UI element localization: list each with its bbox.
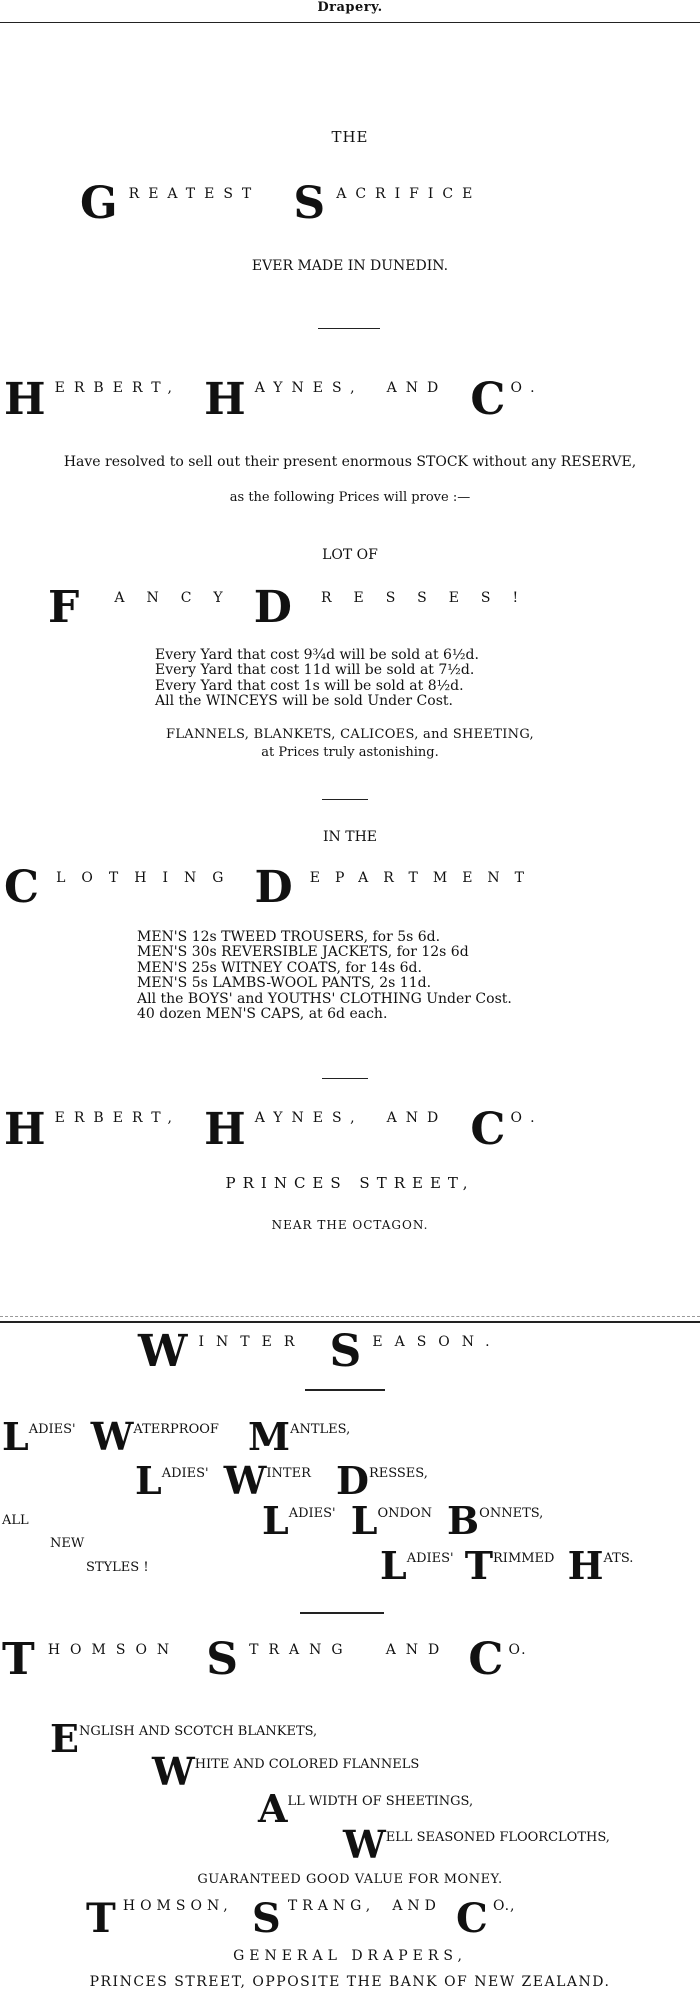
ad2-sheetings: $A^{LL WIDTH OF SHEETINGS,}$ bbox=[258, 1786, 474, 1831]
ad2-general-drapers: GENERAL DRAPERS, bbox=[233, 1948, 467, 1964]
list-item: MEN'S 5s LAMBS-WOOL PANTS, 2s 11d. bbox=[137, 975, 432, 992]
ad2-guarantee: GUARANTEED GOOD VALUE FOR MONEY. bbox=[197, 1872, 503, 1887]
ad2-new: NEW bbox=[50, 1536, 85, 1551]
ad1-subheadline: EVER MADE IN DUNEDIN. bbox=[251, 258, 449, 274]
list-item: MEN'S 12s TWEED TROUSERS, for 5s 6d. bbox=[137, 929, 441, 945]
ad1-firm-name: H ERBERT, H AYNES, AND C O. bbox=[4, 374, 544, 425]
ad1-flannels-line1: FLANNELS, BLANKETS, CALICOES, and SHEETING, bbox=[166, 727, 534, 742]
ad2-line-waterproof-mantles: $L^{ADIES'}$ $W^{ATERPROOF}$ $M^{ANTLES,}$ bbox=[2, 1414, 351, 1459]
ad2-white-flannels: $W^{HITE AND COLORED FLANNELS}$ bbox=[152, 1749, 420, 1794]
header-rule bbox=[0, 22, 700, 23]
ad2-firm-name-footer: T HOMSON, S TRANG, AND C O., bbox=[86, 1895, 516, 1942]
ad2-title: W INTER S EASON. bbox=[138, 1326, 502, 1377]
ad1-street: PRINCES STREET, bbox=[225, 1174, 475, 1192]
ad1-headline: G REATEST S ACRIFICE bbox=[80, 178, 482, 229]
ad1-firm-name-footer: H ERBERT, H AYNES, AND C O. bbox=[4, 1104, 544, 1155]
list-item: MEN'S 30s REVERSIBLE JACKETS, for 12s 6d bbox=[137, 944, 469, 961]
list-item: All the BOYS' and YOUTHS' CLOTHING Under Cost. bbox=[137, 990, 512, 1007]
ad1-flannels-line2: at Prices truly astonishing. bbox=[261, 745, 439, 760]
ad2-floorcloths: $W^{ELL SEASONED FLOORCLOTHS,}$ bbox=[343, 1822, 610, 1867]
list-item: Every Yard that cost 11d will be sold at 7½d. bbox=[155, 662, 475, 679]
section-header: Drapery. bbox=[317, 0, 383, 15]
ad2-line-london-bonnets: $L^{ADIES'}$ $L^{ONDON}$ $B^{ONNETS,}$ bbox=[262, 1498, 544, 1543]
divider bbox=[318, 328, 380, 329]
divider bbox=[322, 799, 368, 800]
ad1-near: NEAR THE OCTAGON. bbox=[271, 1218, 429, 1232]
ad2-all: ALL bbox=[2, 1513, 29, 1528]
ad1-lot-of: LOT OF bbox=[322, 547, 378, 563]
list-item: 40 dozen MEN'S CAPS, at 6d each. bbox=[137, 1005, 388, 1022]
ad2-firm-name: T HOMSON S TRANG AND C O. bbox=[2, 1634, 528, 1685]
ad1-the: THE bbox=[331, 128, 369, 146]
ad1-yard-list bbox=[155, 648, 479, 710]
ad-separator-dashed bbox=[0, 1316, 700, 1317]
ad1-intro-line1: Have resolved to sell out their present enormous STOCK without any RESERVE, bbox=[63, 454, 637, 470]
ad1-clothing-department: C LOTHING D EPARTMENT bbox=[4, 862, 540, 913]
ad1-intro-line2: as the following Prices will prove :— bbox=[229, 490, 471, 505]
ad1-in-the: IN THE bbox=[323, 829, 377, 845]
list-item: Every Yard that cost 9¾d will be sold at 6½d. bbox=[155, 647, 479, 663]
ad2-english-blankets: $E^{NGLISH AND SCOTCH BLANKETS,}$ bbox=[50, 1716, 318, 1761]
ad1-fancy-dresses: F ANCY D RESSES! bbox=[48, 582, 541, 633]
ad2-line-winter-dresses: $L^{ADIES'}$ $W^{INTER}$ $D^{RESSES,}$ bbox=[135, 1458, 428, 1503]
ad-separator bbox=[0, 1321, 700, 1323]
divider bbox=[300, 1612, 384, 1614]
ad1-clothing-list bbox=[137, 930, 512, 1022]
divider bbox=[322, 1078, 368, 1079]
divider bbox=[305, 1389, 385, 1391]
list-item: MEN'S 25s WITNEY COATS, for 14s 6d. bbox=[137, 959, 422, 976]
list-item: All the WINCEYS will be sold Under Cost. bbox=[155, 693, 453, 710]
list-item: Every Yard that cost 1s will be sold at 8½d. bbox=[155, 677, 464, 694]
ad2-styles: STYLES ! bbox=[86, 1560, 149, 1575]
ad2-line-trimmed-hats: $L^{ADIES'}$ $T^{RIMMED}$ $H^{ATS.}$ bbox=[380, 1543, 634, 1588]
ad2-address: PRINCES STREET, OPPOSITE THE BANK OF NEW ZEALAND. bbox=[89, 1974, 611, 1990]
